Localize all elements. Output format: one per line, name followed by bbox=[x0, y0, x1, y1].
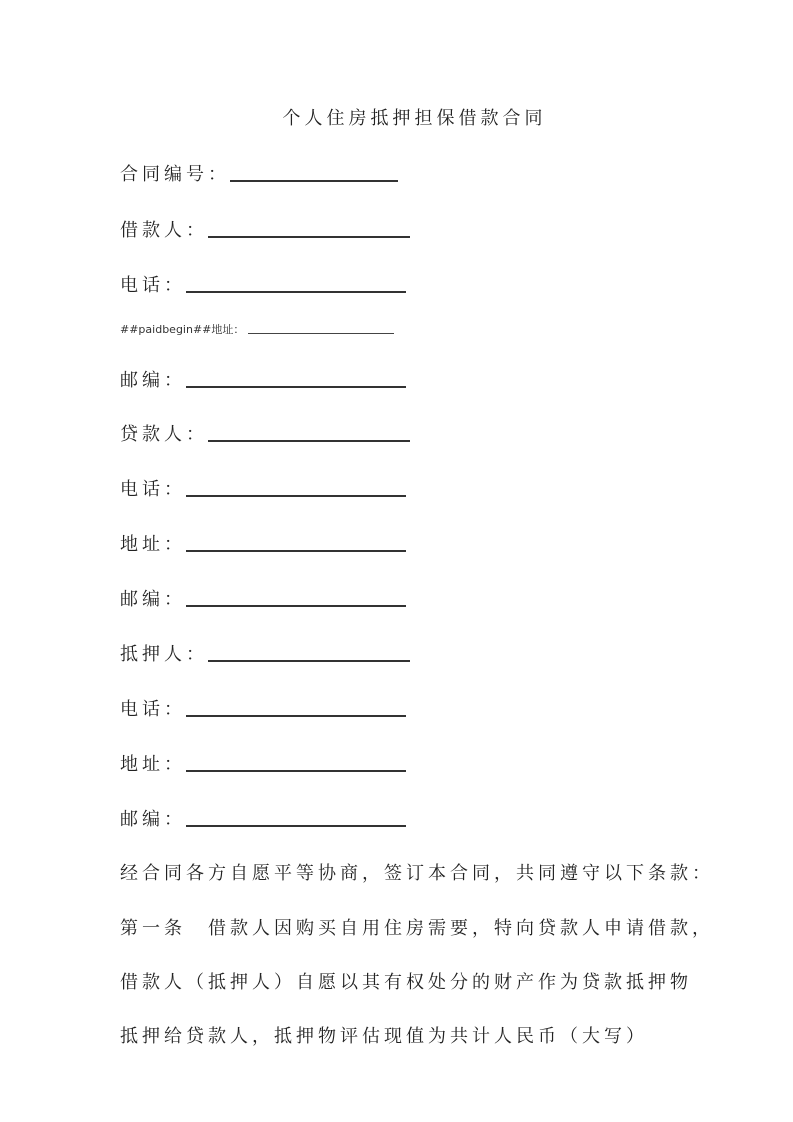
field-label: 邮编： bbox=[120, 809, 186, 830]
lender-address-field bbox=[120, 530, 406, 556]
field-label: 抵押人： bbox=[120, 644, 208, 665]
borrower-field bbox=[120, 216, 410, 242]
mortgagor-blank[interactable] bbox=[208, 659, 410, 662]
lender-postcode-blank[interactable] bbox=[186, 604, 406, 607]
borrower-postcode-field bbox=[120, 366, 406, 392]
field-label: 地址： bbox=[120, 754, 186, 775]
field-label: ##paidbegin##地址： bbox=[120, 323, 245, 336]
borrower-phone-blank[interactable] bbox=[186, 290, 406, 293]
lender-phone-field bbox=[120, 475, 406, 501]
article-1-line-2: 借款人（抵押人）自愿以其有权处分的财产作为贷款抵押物 bbox=[120, 972, 692, 993]
borrower-blank[interactable] bbox=[208, 235, 410, 238]
field-label: 借款人： bbox=[120, 220, 208, 241]
field-label: 合同编号： bbox=[120, 164, 230, 185]
borrower-postcode-blank[interactable] bbox=[186, 385, 406, 388]
mortgagor-address-blank[interactable] bbox=[186, 769, 406, 772]
field-label: 贷款人： bbox=[120, 424, 208, 445]
field-label: 地址： bbox=[120, 534, 186, 555]
field-label: 电话： bbox=[120, 479, 186, 500]
borrower-address-blank[interactable] bbox=[248, 332, 394, 334]
field-label: 电话： bbox=[120, 275, 186, 296]
intro-paragraph: 经合同各方自愿平等协商，签订本合同，共同遵守以下条款： bbox=[120, 863, 714, 884]
mortgagor-postcode-field bbox=[120, 805, 406, 831]
borrower-address-field bbox=[120, 321, 394, 337]
field-label: 邮编： bbox=[120, 370, 186, 391]
lender-field bbox=[120, 420, 410, 446]
lender-blank[interactable] bbox=[208, 439, 410, 442]
contract-number-blank[interactable] bbox=[230, 179, 398, 182]
document-title: 个人住房抵押担保借款合同 bbox=[282, 108, 547, 129]
borrower-phone-field bbox=[120, 271, 406, 297]
mortgagor-phone-field bbox=[120, 695, 406, 721]
mortgagor-phone-blank[interactable] bbox=[186, 714, 406, 717]
contract-number-field bbox=[120, 160, 398, 186]
article-1-line-3: 抵押给贷款人，抵押物评估现值为共计人民币（大写） bbox=[120, 1026, 648, 1047]
lender-address-blank[interactable] bbox=[186, 549, 406, 552]
lender-postcode-field bbox=[120, 585, 406, 611]
lender-phone-blank[interactable] bbox=[186, 494, 406, 497]
mortgagor-postcode-blank[interactable] bbox=[186, 824, 406, 827]
mortgagor-address-field bbox=[120, 750, 406, 776]
field-label: 邮编： bbox=[120, 589, 186, 610]
field-label: 电话： bbox=[120, 699, 186, 720]
mortgagor-field bbox=[120, 640, 410, 666]
article-1-line-1: 第一条 借款人因购买自用住房需要，特向贷款人申请借款， bbox=[120, 918, 714, 939]
